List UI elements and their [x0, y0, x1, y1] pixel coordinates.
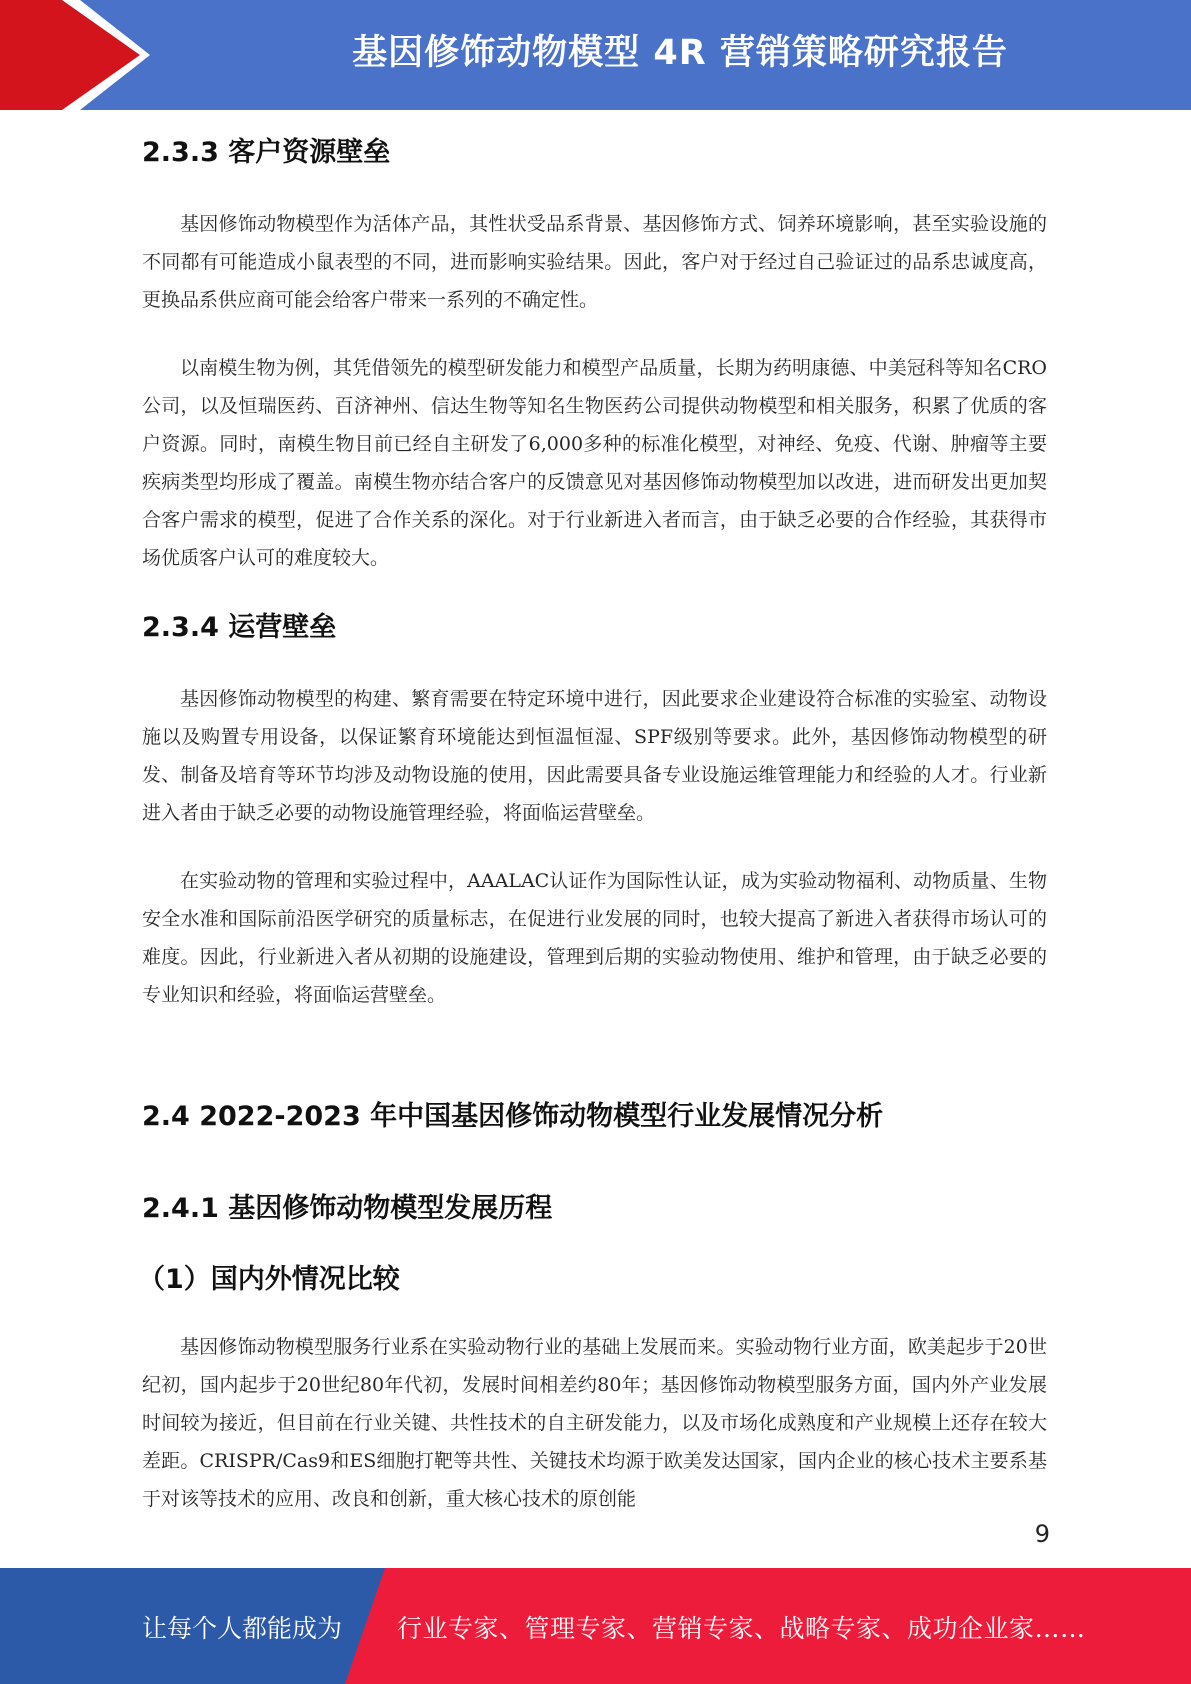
heading-2-3-3: 2.3.3 客户资源壁垒 — [142, 137, 391, 168]
paragraph: 以南模生物为例，其凭借领先的模型研发能力和模型产品质量，长期为药明康德、中美冠科等知名CRO公司，以及恒瑞医药、百济神州、信达生物等知名生物医药公司提供动物模型和相关服务，积累了优质的客户资源。同时，南模生物目前已经自主研发了6,000多种的标准化模型，对神经、免疫、代谢、肿瘤等主要疾病类型均形成了覆盖。南模生物亦结合客户的反馈意见对基因修饰动物模型加以改进，进而研发出更加契合客户需求的模型，促进了合作关系的深化。对于行业新进入者而言，由于缺乏必要的合作经验，其获得市场优质客户认可的难度较大。 — [142, 357, 1047, 569]
heading-2-4-1: 2.4.1 基因修饰动物模型发展历程 — [142, 1193, 553, 1224]
footer-slogan-right: 行业专家、管理专家、营销专家、战略专家、成功企业家…… — [397, 1614, 1086, 1643]
heading-2-4: 2.4 2022-2023 年中国基因修饰动物模型行业发展情况分析 — [142, 1101, 884, 1132]
paragraph: 基因修饰动物模型作为活体产品，其性状受品系背景、基因修饰方式、饲养环境影响，甚至实验设施的不同都有可能造成小鼠表型的不同，进而影响实验结果。因此，客户对于经过自己验证过的品系忠诚度高，更换品系供应商可能会给客户带来一系列的不确定性。 — [142, 213, 1047, 311]
paragraph: 在实验动物的管理和实验过程中，AAALAC认证作为国际性认证，成为实验动物福利、动物质量、生物安全水准和国际前沿医学研究的质量标志，在促进行业发展的同时，也较大提高了新进入者获得市场认可的难度。因此，行业新进入者从初期的设施建设，管理到后期的实验动物使用、维护和管理，由于缺乏必要的专业知识和经验，将面临运营壁垒。 — [142, 870, 1047, 1006]
footer-slogan-left: 让每个人都能成为 — [142, 1614, 343, 1643]
subheading-domestic-foreign: （1）国内外情况比较 — [138, 1264, 400, 1295]
report-header — [0, 0, 1191, 110]
paragraph: 基因修饰动物模型服务行业系在实验动物行业的基础上发展而来。实验动物行业方面，欧美起步于20世纪初，国内起步于20世纪80年代初，发展时间相差约80年；基因修饰动物模型服务方面，国内外产业发展时间较为接近，但目前在行业关键、共性技术的自主研发能力，以及市场化成熟度和产业规模上还存在较大差距。CRISPR/Cas9和ES细胞打靶等共性、关键技术均源于欧美发达国家，国内企业的核心技术主要系基于对该等技术的应用、改良和创新，重大核心技术的原创能 — [142, 1336, 1047, 1510]
page-number: 9 — [1034, 1520, 1050, 1548]
report-title: 基因修饰动物模型 4R 营销策略研究报告 — [352, 33, 1008, 73]
paragraph: 基因修饰动物模型的构建、繁育需要在特定环境中进行，因此要求企业建设符合标准的实验室、动物设施以及购置专用设备，以保证繁育环境能达到恒温恒湿、SPF级别等要求。此外，基因修饰动物模型的研发、制备及培育等环节均涉及动物设施的使用，因此需要具备专业设施运维管理能力和经验的人才。行业新进入者由于缺乏必要的动物设施管理经验，将面临运营壁垒。 — [142, 688, 1047, 824]
report-footer — [0, 1568, 1191, 1684]
heading-2-3-4: 2.3.4 运营壁垒 — [142, 612, 337, 643]
